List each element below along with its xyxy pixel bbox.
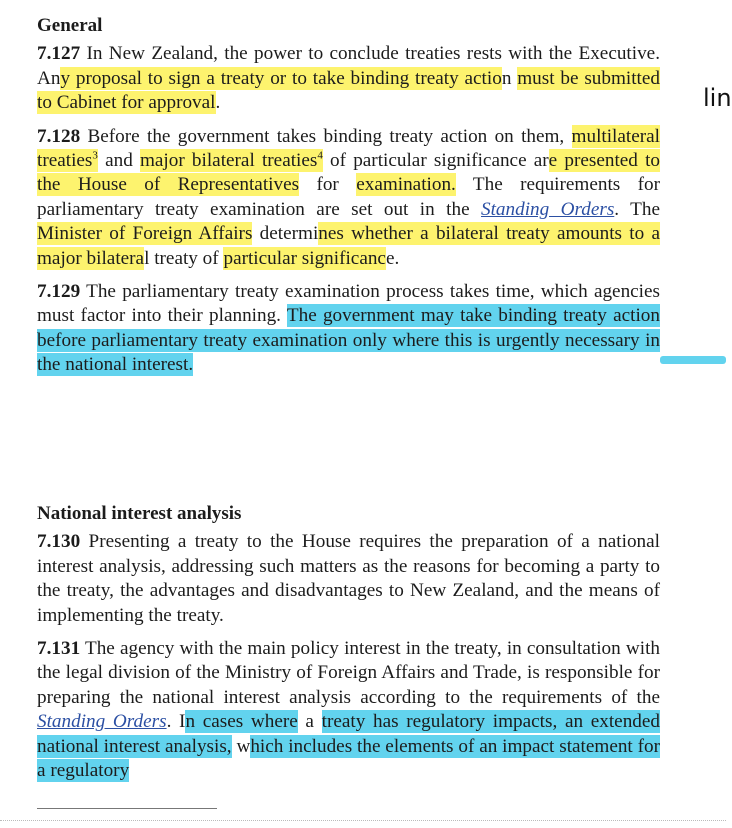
paragraph-text: Before the government takes binding treaty action on them, — [80, 125, 572, 147]
yellow-highlight: Minister of Foreign Affairs — [37, 223, 253, 245]
paragraph-text: for — [299, 174, 357, 196]
paragraph-text: n — [501, 67, 518, 89]
page-bottom-edge — [0, 820, 726, 821]
paragraph-text: a — [297, 711, 322, 733]
highlighter-stroke — [660, 356, 726, 364]
yellow-highlight: nes whether a bilateral treaty amounts to a major bilatera — [37, 223, 660, 269]
margin-note: lin — [703, 84, 732, 112]
paragraph-number: 7.127 — [37, 43, 81, 65]
standing-orders-link[interactable]: Standing Orders — [481, 198, 615, 220]
paragraph-text: . I — [166, 711, 186, 733]
paragraph-number: 7.128 — [37, 125, 81, 147]
section-heading-general: General — [37, 15, 103, 36]
paragraph-text: of particular significance ar — [322, 150, 549, 172]
blue-highlight: n cases where — [185, 711, 298, 733]
paragraph-number: 7.129 — [37, 281, 81, 303]
paragraph-text: and — [97, 150, 140, 172]
blue-highlight: hich includes the elements of an impact statement for a regulatory — [37, 735, 660, 782]
paragraph-number: 7.131 — [37, 638, 81, 660]
paragraph-text: The parliamentary treaty examination process takes time, which agencies must factor into their planning. — [37, 281, 660, 327]
section-heading-nia: National interest analysis — [37, 503, 242, 524]
footnote-separator — [37, 808, 217, 809]
paragraph-text: In New Zealand, the power to conclude treaties rests with the Executive. An — [37, 43, 660, 89]
yellow-highlight: y proposal to sign a treaty or to take binding treaty actio — [60, 67, 502, 89]
highlight-text: major bilateral treaties — [139, 150, 318, 172]
blue-highlight: treaty has regulatory impacts, an extended national interest analysis, — [37, 711, 660, 757]
section-national-interest-analysis — [37, 502, 660, 783]
footnote-marker[interactable]: 3 — [92, 149, 98, 162]
paragraph-text: determi — [252, 223, 319, 245]
paragraph-7-127 — [37, 42, 660, 115]
paragraph-7-129 — [37, 280, 660, 378]
paragraph-text: l treaty of — [144, 247, 224, 269]
paragraph-7-128 — [37, 125, 660, 271]
yellow-highlight — [140, 149, 323, 172]
yellow-highlight: must be submitted to Cabinet for approval — [37, 67, 660, 114]
footnote-marker[interactable]: 4 — [317, 149, 323, 162]
yellow-highlight: particular significanc — [223, 247, 386, 269]
yellow-highlight: e presented to the House of Representatives — [37, 150, 660, 196]
paragraph-text: The agency with the main policy interest in the treaty, in consultation with the legal division of the Ministry of Foreign Affairs and Trade, is responsible for preparing the national interest analysis according to the requirements of the — [37, 638, 660, 708]
standing-orders-link[interactable]: Standing Orders — [37, 711, 167, 733]
paragraph-text: The requirements for parliamentary treaty examination are set out in the — [37, 174, 660, 220]
paragraph-text: . — [215, 92, 221, 114]
paragraph-text: e. — [385, 247, 400, 269]
paragraph-7-130 — [37, 530, 660, 628]
yellow-highlight: examination. — [356, 174, 456, 196]
blue-highlight: The government may take binding treaty action before parliamentary treaty examination only where this is urgently necessary in the national interest. — [37, 305, 660, 376]
highlight-text: multilateral treaties — [37, 125, 660, 172]
paragraph-number: 7.130 — [37, 531, 81, 553]
paragraph-text: w — [231, 735, 251, 757]
paragraph-text: Presenting a treaty to the House requires the preparation of a national interest analysis, addressing such matters as the reasons for becoming a party to the treaty, the advantages and disadvantages to New Zealand, and the means of implementing the treaty. — [37, 531, 660, 626]
paragraph-text: . The — [614, 198, 660, 220]
paragraph-7-131 — [37, 637, 660, 783]
section-general — [37, 14, 660, 378]
